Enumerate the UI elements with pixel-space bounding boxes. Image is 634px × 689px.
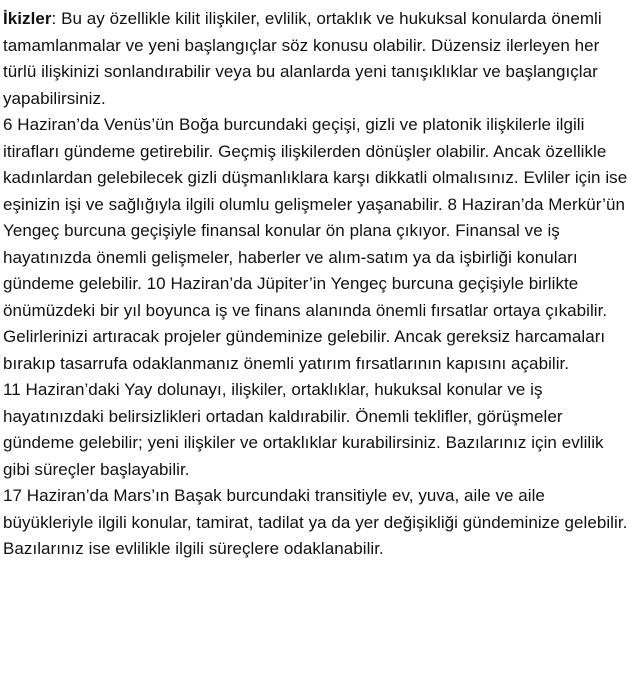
horoscope-article [3, 6, 632, 563]
paragraph-gemini-intro [3, 6, 632, 112]
paragraph-june-17: 17 Haziran’da Mars’ın Başak burcundaki transitiyle ev, yuva, aile ve aile büyükleriyle ilgili konular, tamirat, tadilat ya da yer değişikliği gündeminize gelebilir. Bazılarınız ise evlilikle ilgili süreçlere odaklanabilir. [3, 486, 628, 558]
sign-heading-gemini: İkizler [3, 9, 52, 28]
paragraph-june-6-10: 6 Haziran’da Venüs’ün Boğa burcundaki geçişi, gizli ve platonik ilişkilerle ilgili itirafları gündeme getirebilir. Geçmiş ilişkilerden dönüşler olabilir. Ancak özellikle kadınlardan gelebilecek gizli düşmanlıklara karşı dikkatli olmalısınız. Evliler için ise eşinizin işi ve sağlığıyla ilgili olumlu gelişmeler yaşanabilir. 8 Haziran’da Merkür’ün Yengeç burcuna geçişiyle finansal konular ön plana çıkıyor. Finansal ve iş hayatınızda önemli gelişmeler, haberler ve alım-satım ya da işbirliği konuları gündeme gelebilir. 10 Haziran’da Jüpiter’in Yengeç burcuna geçişiyle birlikte önümüzdeki bir yıl boyunca iş ve finans alanında önemli fırsatlar ortaya çıkabilir. Gelirlerinizi artıracak projeler gündeminize gelebilir. Ancak gereksiz harcamaları bırakıp tasarrufa odaklanmanız önemli yatırım fırsatlarının kapısını açabilir. [3, 115, 628, 373]
heading-separator: : [51, 9, 62, 28]
paragraph-intro-text: Bu ay özellikle kilit ilişkiler, evlilik, ortaklık ve hukuksal konularda önemli tamamlanmalar ve yeni başlangıçlar söz konusu olabilir. Düzensiz ilerleyen her türlü ilişkinizi sonlandırabilir veya bu alanlarda yeni tanışıklıklar ve başlangıçlar yapabilirsiniz. [3, 9, 602, 108]
paragraph-june-11: 11 Haziran’daki Yay dolunayı, ilişkiler, ortaklıklar, hukuksal konular ve iş hayatınızdaki belirsizlikleri ortadan kaldırabilir. Önemli teklifler, görüşmeler gündeme gelebilir; yeni ilişkiler ve ortaklıklar kurabilirsiniz. Bazılarınız için evlilik gibi süreçler başlayabilir. [3, 380, 604, 479]
